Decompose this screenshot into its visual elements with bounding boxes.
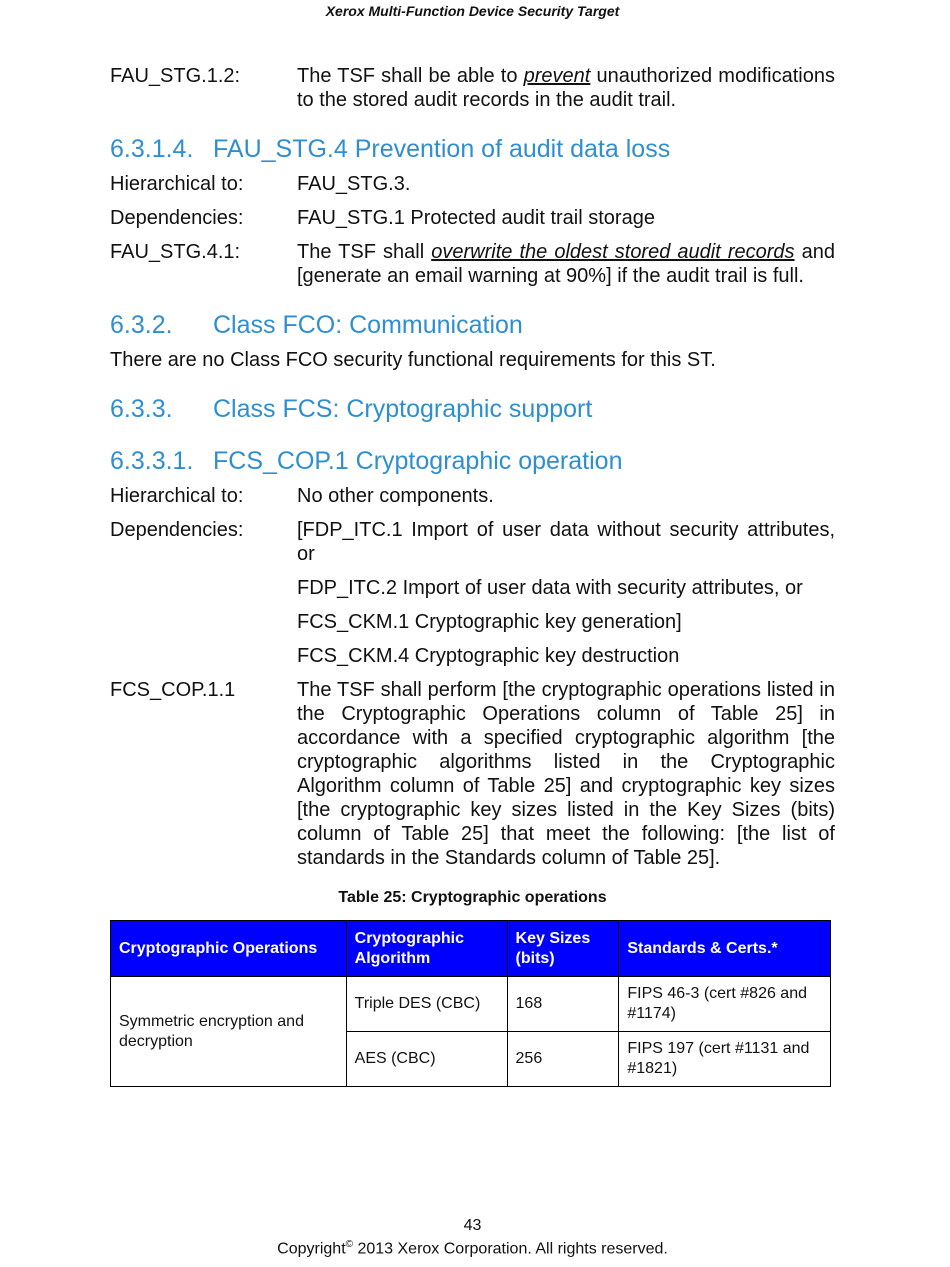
section-heading-6-3-3-1 [110, 446, 835, 476]
page-number: 43 [463, 1217, 482, 1234]
requirement-fcs-cop-1-1 [110, 678, 835, 870]
dependency-item: FCS_CKM.4 Cryptographic key destruction [297, 645, 680, 667]
emphasized-assignment: prevent [523, 65, 591, 87]
field-label: Dependencies: [110, 519, 244, 541]
crypto-operations-table [110, 920, 831, 1087]
document-body [110, 64, 835, 1087]
dependencies-row [110, 518, 835, 566]
section-number: 6.3.1.4. [110, 135, 194, 163]
section-heading-6-3-1-4 [110, 134, 835, 164]
text-segment: The TSF shall [297, 241, 432, 263]
table-row [111, 977, 831, 1032]
dependencies-row [110, 206, 835, 230]
column-header: Cryptographic Algorithm [346, 921, 507, 977]
requirement-fau-stg-4-1 [110, 240, 835, 288]
requirement-fau-stg-1-2 [110, 64, 835, 112]
requirement-text [297, 240, 835, 288]
standards-cell: FIPS 46-3 (cert #826 and #1174) [619, 977, 831, 1032]
text-segment: The TSF shall be able to [297, 65, 524, 87]
text-segment: and [generate an email warning at 90%] if the audit trail is full. [297, 241, 835, 287]
paragraph: There are no Class FCO security functional requirements for this ST. [110, 349, 716, 371]
dependency-item: FDP_ITC.2 Import of user data with security attributes, or [297, 577, 803, 599]
copyright-word: Copyright [277, 1240, 346, 1258]
text-segment: unauthorized modifications to the stored audit records in the audit trail. [297, 65, 835, 111]
copyright-notice [0, 1239, 945, 1258]
algorithm-cell: AES (CBC) [346, 1032, 507, 1087]
key-size-cell: 168 [507, 977, 619, 1032]
column-header: Key Sizes (bits) [507, 921, 619, 977]
algorithm-cell: Triple DES (CBC) [346, 977, 507, 1032]
requirement-label: FAU_STG.1.2: [110, 65, 241, 87]
hierarchical-row [110, 484, 835, 508]
copyright-text: 2013 Xerox Corporation. All rights reserved. [353, 1240, 668, 1258]
table-header-row [111, 921, 831, 977]
column-header: Cryptographic Operations [111, 921, 347, 977]
table-caption: Table 25: Cryptographic operations [338, 889, 607, 906]
dependency-item: FCS_CKM.1 Cryptographic key generation] [297, 611, 682, 633]
field-label: Hierarchical to: [110, 173, 244, 195]
section-title: Class FCO: Communication [213, 311, 523, 339]
section-title: FAU_STG.4 Prevention of audit data loss [213, 135, 671, 163]
section-number: 6.3.3. [110, 395, 173, 423]
section-title: FCS_COP.1 Cryptographic operation [213, 447, 623, 475]
operation-cell: Symmetric encryption and decryption [111, 977, 347, 1087]
standards-cell: FIPS 197 (cert #1131 and #1821) [619, 1032, 831, 1087]
emphasized-assignment: overwrite the oldest stored audit records [431, 241, 795, 263]
requirement-text [297, 64, 835, 112]
field-value: [FDP_ITC.1 Import of user data without security attributes, or [297, 519, 835, 565]
section-heading-6-3-2 [110, 310, 835, 340]
requirement-text: The TSF shall perform [the cryptographic operations listed in the Cryptographic Operations column of Table 25] in accordance with a specified cryptographic algorithm [the cryptographic algorithms listed in the Cryptographic Algorithm column of Table 25] and cryptographic key sizes [the cryptographic key sizes listed in the Key Sizes (bits) column of Table 25] that meet the following: [the list of standards in the Standards column of Table 25]. [297, 679, 835, 869]
field-label: Hierarchical to: [110, 485, 244, 507]
column-header: Standards & Certs.* [619, 921, 831, 977]
hierarchical-row [110, 172, 835, 196]
copyright-symbol: © [345, 1239, 354, 1250]
key-size-cell: 256 [507, 1032, 619, 1087]
field-value: FAU_STG.3. [297, 173, 411, 195]
field-value: FAU_STG.1 Protected audit trail storage [297, 207, 655, 229]
requirement-label: FAU_STG.4.1: [110, 241, 241, 263]
section-number: 6.3.3.1. [110, 447, 194, 475]
page-header: Xerox Multi-Function Device Security Target [325, 3, 620, 19]
section-title: Class FCS: Cryptographic support [213, 395, 593, 423]
field-value: No other components. [297, 485, 494, 507]
requirement-label: FCS_COP.1.1 [110, 679, 236, 701]
section-number: 6.3.2. [110, 311, 173, 339]
section-heading-6-3-3 [110, 394, 835, 424]
field-label: Dependencies: [110, 207, 244, 229]
